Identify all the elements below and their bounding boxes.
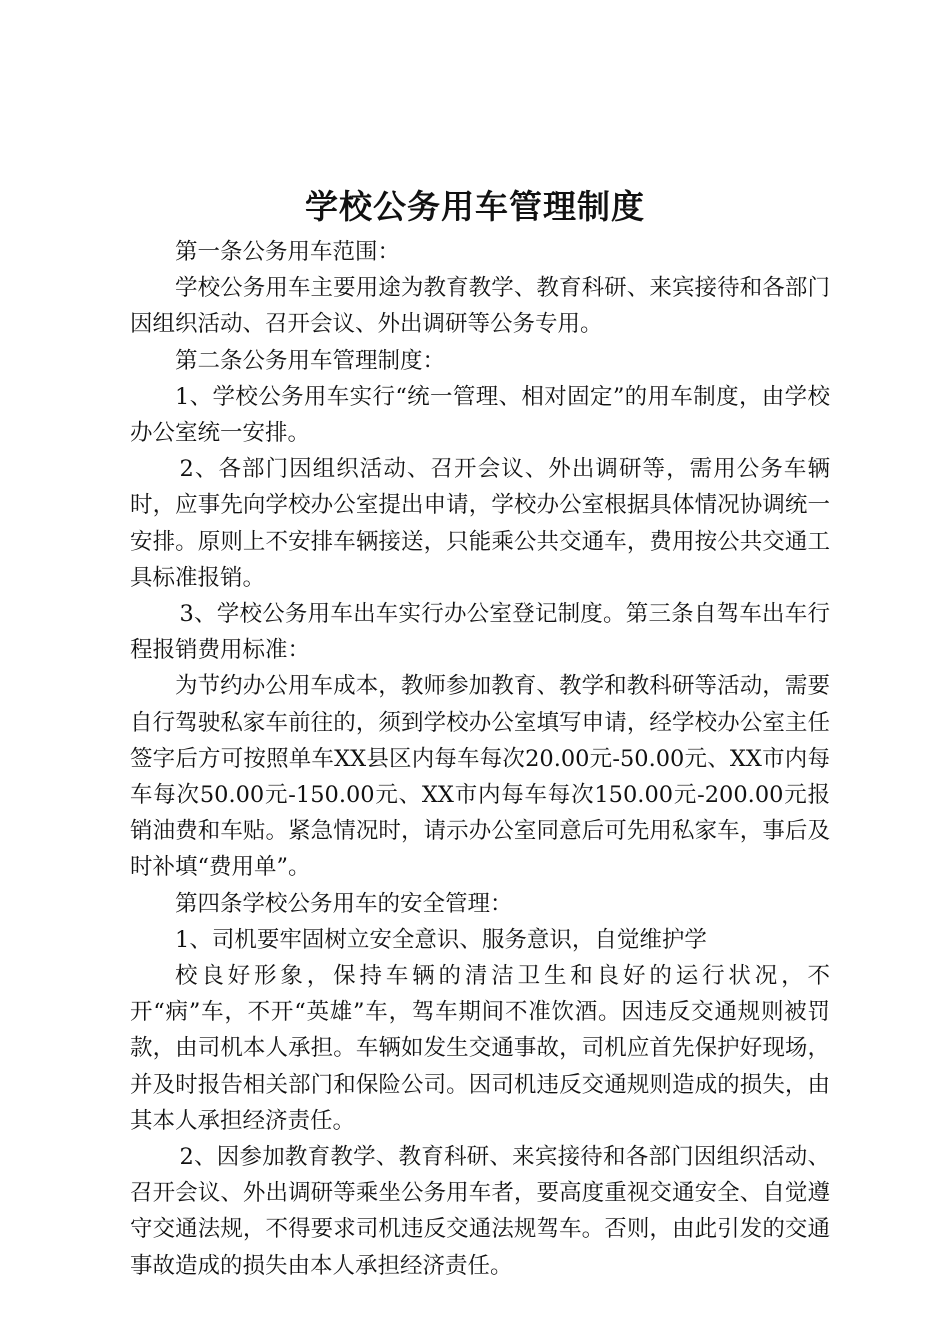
paragraph-article-2-item-2: 2、各部门因组织活动、召开会议、外出调研等，需用公务车辆时，应事先向学校办公室提出申请，学校办公室根据具体情况协调统一安排。原则上不安排车辆接送，只能乘公共交通车，费用按公共交通工具标准报销。 bbox=[130, 456, 830, 591]
paragraph-article-3-content: 为节约办公用车成本，教师参加教育、教学和教科研等活动，需要自行驾驶私家车前往的，须到学校办公室填写申请，经学校办公室主任签字后方可按照单车XX县区内每车每次20.00元-50.00元、XX市内每车每次50.00元-150.00元、XX市内每车每次150.00元-200.00元报销油费和车贴。紧急情况时，请示办公室同意后可先用私家车，事后及时补填“费用单”。 bbox=[130, 673, 830, 881]
paragraph-article-4-item-1: 1、司机要牢固树立安全意识、服务意识，自觉维护学 bbox=[175, 926, 707, 953]
document-title: 学校公务用车管理制度 bbox=[305, 187, 645, 226]
paragraph-article-4-item-1-continued: 校良好形象，保持车辆的清洁卫生和良好的运行状况，不开“病”车，不开“英雄”车，驾车期间不准饮酒。因违反交通规则被罚款，由司机本人承担。车辆如发生交通事故，司机应首先保护好现场，并及时报告相关部门和保险公司。因司机违反交通规则造成的损失，由其本人承担经济责任。 bbox=[130, 963, 830, 1134]
paragraph-article-1-heading: 第一条公务用车范围： bbox=[175, 239, 401, 265]
paragraph-article-4-heading: 第四条学校公务用车的安全管理： bbox=[175, 890, 513, 917]
document-body bbox=[130, 234, 830, 1284]
paragraph-article-2-item-1: 1、学校公务用车实行“统一管理、相对固定”的用车制度，由学校办公室统一安排。 bbox=[130, 383, 830, 447]
paragraph-article-4-item-2: 2、因参加教育教学、教育科研、来宾接待和各部门因组织活动、召开会议、外出调研等乘坐公务用车者，要高度重视交通安全、自觉遵守交通法规，不得要求司机违反交通法规驾车。否则，由此引发的交通事故造成的损失由本人承担经济责任。 bbox=[130, 1144, 830, 1279]
paragraph-article-2-item-3: 3、学校公务用车出车实行办公室登记制度。第三条自驾车出车行程报销费用标准： bbox=[130, 601, 830, 664]
paragraph-article-1-content: 学校公务用车主要用途为教育教学、教育科研、来宾接待和各部门因组织活动、召开会议、外出调研等公务专用。 bbox=[130, 275, 830, 338]
paragraph-article-2-heading: 第二条公务用车管理制度： bbox=[175, 347, 446, 374]
